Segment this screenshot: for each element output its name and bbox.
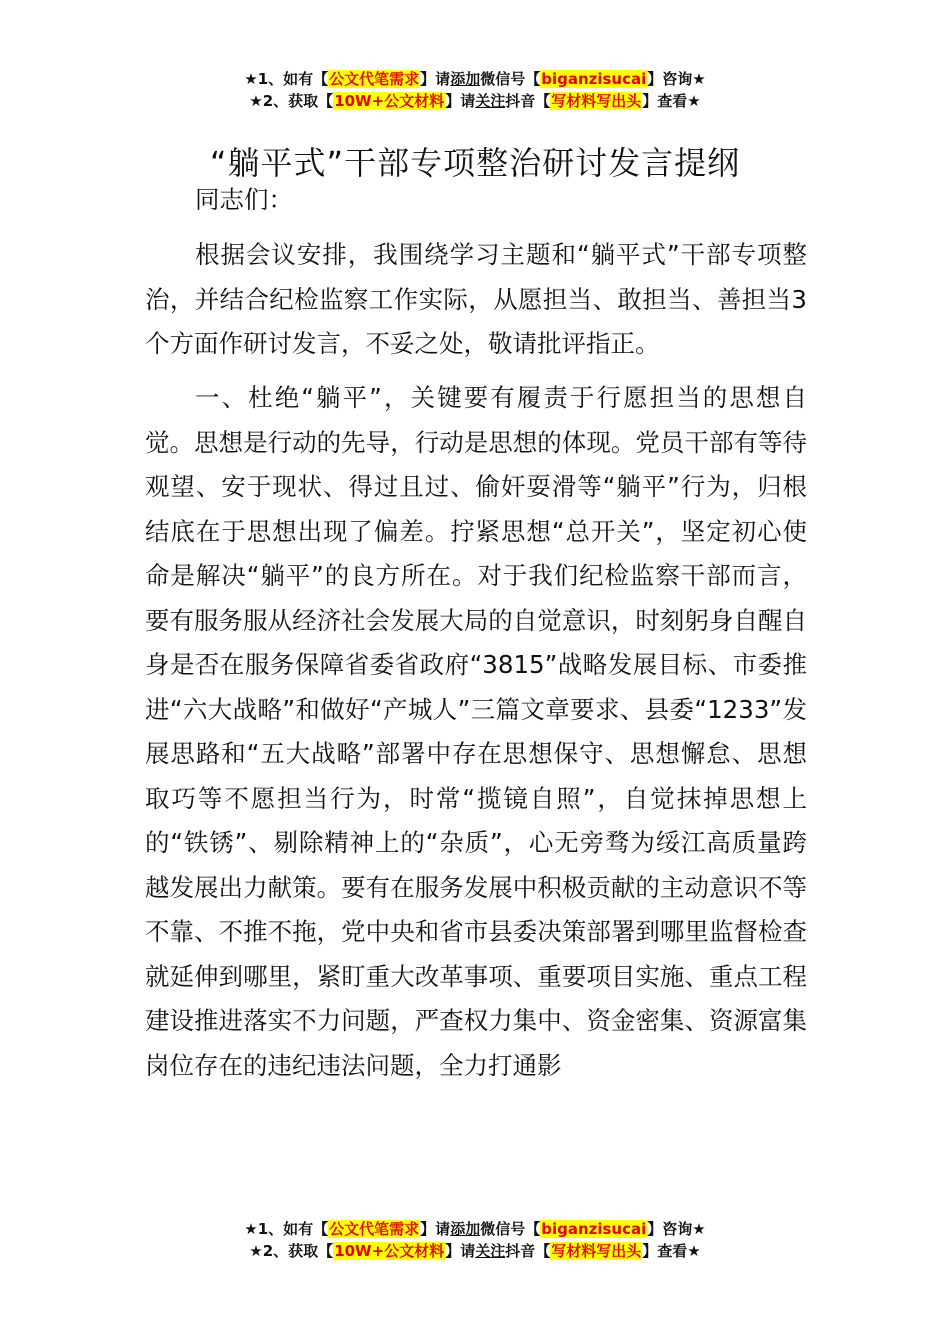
document-title: “躺平式”干部专项整治研讨发言提纲 bbox=[209, 144, 741, 183]
banner-emphasis: 关注 bbox=[475, 1242, 506, 1260]
banner-highlight: 写材料写出头 bbox=[551, 92, 642, 110]
banner-text: ★2、获取【 bbox=[249, 92, 334, 110]
banner-emphasis: 添加 bbox=[450, 1220, 481, 1238]
banner-highlight: biganzisucai bbox=[541, 70, 647, 88]
banner-text: 】请 bbox=[445, 1242, 476, 1260]
banner-highlight: 写材料写出头 bbox=[551, 1242, 642, 1260]
banner-highlight: biganzisucai bbox=[541, 1220, 647, 1238]
banner-line-1 bbox=[0, 68, 950, 90]
bottom-banner bbox=[0, 1218, 950, 1262]
paragraph-section-one bbox=[145, 376, 807, 1088]
banner-text: 微信号【 bbox=[480, 1220, 541, 1238]
greeting: 同志们： bbox=[195, 185, 293, 214]
paragraph-intro bbox=[145, 233, 807, 367]
banner-emphasis: 添加 bbox=[450, 70, 481, 88]
banner-highlight: 10W+公文材料 bbox=[334, 1242, 445, 1260]
banner-text: 抖音【 bbox=[505, 92, 551, 110]
banner-text: 】咨询★ bbox=[647, 1220, 706, 1238]
banner-text: 抖音【 bbox=[505, 1242, 551, 1260]
banner-highlight: 公文代笔需求 bbox=[329, 70, 420, 88]
banner-text: ★1、如有【 bbox=[244, 70, 329, 88]
banner-text: 】查看★ bbox=[642, 92, 701, 110]
banner-text: 】咨询★ bbox=[647, 70, 706, 88]
banner-line-1 bbox=[0, 1218, 950, 1240]
top-banner bbox=[0, 68, 950, 112]
banner-text: ★1、如有【 bbox=[244, 1220, 329, 1238]
paragraph-text: 根据会议安排，我围绕学习主题和“躺平式”干部专项整治，并结合纪检监察工作实际，从愿担当、敢担当、善担当3个方面作研讨发言，不妥之处，敬请批评指正。 bbox=[145, 240, 807, 358]
paragraph-text: 一、杜绝“躺平”，关键要有履责于行愿担当的思想自觉。思想是行动的先导，行动是思想的体现。党员干部有等待观望、安于现状、得过且过、偷奸耍滑等“躺平”行为，归根结底在于思想出现了偏差。拧紧思想“总开关”，坚定初心使命是解决“躺平”的良方所在。对于我们纪检监察干部而言，要有服务服从经济社会发展大局的自觉意识，时刻躬身自醒自身是否在服务保障省委省政府“3815”战略发展目标、市委推进“六大战略”和做好“产城人”三篇文章要求、县委“1233”发展思路和“五大战略”部署中存在思想保守、思想懈怠、思想取巧等不愿担当行为，时常“揽镜自照”，自觉抹掉思想上的“铁锈”、剔除精神上的“杂质”，心无旁骛为绥江高质量跨越发展出力献策。要有在服务发展中积极贡献的主动意识不等不靠、不推不拖，党中央和省市县委决策部署到哪里监督检查就延伸到哪里，紧盯重大改革事项、重要项目实施、重点工程建设推进落实不力问题，严查权力集中、资金密集、资源富集岗位存在的违纪违法问题，全力打通影 bbox=[145, 383, 807, 1080]
banner-text: 】请 bbox=[420, 70, 451, 88]
banner-line-2 bbox=[0, 1240, 950, 1262]
banner-line-2 bbox=[0, 90, 950, 112]
banner-emphasis: 关注 bbox=[475, 92, 506, 110]
banner-text: ★2、获取【 bbox=[249, 1242, 334, 1260]
banner-highlight: 10W+公文材料 bbox=[334, 92, 445, 110]
banner-text: 】请 bbox=[445, 92, 476, 110]
banner-text: 微信号【 bbox=[480, 70, 541, 88]
banner-highlight: 公文代笔需求 bbox=[329, 1220, 420, 1238]
banner-text: 】查看★ bbox=[642, 1242, 701, 1260]
banner-text: 】请 bbox=[420, 1220, 451, 1238]
